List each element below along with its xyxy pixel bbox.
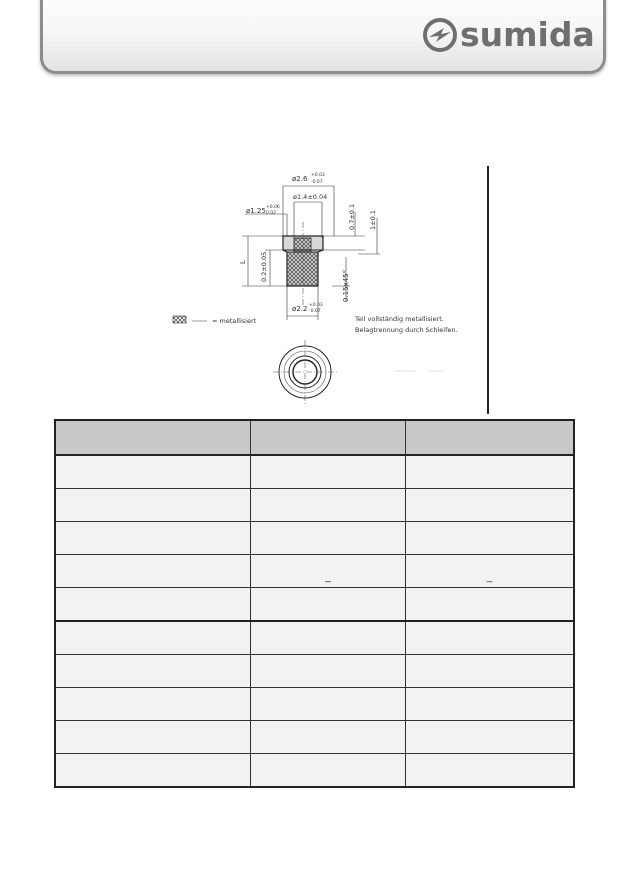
header-cell-1 xyxy=(55,420,251,455)
dim-chamfer: 0.15x45° xyxy=(342,269,350,302)
technical-drawing xyxy=(170,162,494,414)
table-row xyxy=(55,555,574,588)
dash-mark: _ xyxy=(486,572,493,583)
table-row xyxy=(55,655,574,688)
sumida-logo xyxy=(422,15,595,55)
part-top-view xyxy=(273,340,445,404)
note-line-2: Belagtrennung durch Schleifen. xyxy=(355,326,458,334)
dim-bottom-dia: ø2.2 xyxy=(292,305,308,313)
table-row xyxy=(55,754,574,788)
dim-bottom-tol-plus: +0.03 xyxy=(309,303,323,308)
brand-name: sumida xyxy=(460,15,595,54)
dim-outer-tol-plus: +0.03 xyxy=(311,173,325,178)
dash-mark: _ xyxy=(325,572,331,583)
table-row xyxy=(55,621,574,655)
table-row xyxy=(55,588,574,622)
spec-table xyxy=(54,419,575,788)
legend-swatch xyxy=(173,316,186,323)
header-cell-3 xyxy=(406,420,575,455)
table-row xyxy=(55,721,574,754)
part-cross-section xyxy=(283,222,323,307)
dim-inner-tol-minus: 0.02 xyxy=(266,211,277,216)
header-cell-2 xyxy=(251,420,406,455)
dim-bottom-tol-minus: -0.07 xyxy=(309,309,321,314)
dim-base: 0.2±0.05 xyxy=(260,251,268,282)
dim-inner-tol-plus: +0.06 xyxy=(266,205,280,210)
dim-outer-dia: ø2.6 xyxy=(292,175,308,183)
dim-outer-tol-minus: -0.07 xyxy=(311,180,323,185)
table-row xyxy=(55,455,574,489)
legend-text: = metallisiert xyxy=(212,317,257,325)
note-line-1: Teil vollständig metallisiert. xyxy=(355,315,444,323)
table-row xyxy=(55,489,574,522)
sumida-logo-icon xyxy=(422,17,458,53)
dim-inner-dia: ø1.25 xyxy=(246,207,266,215)
table-header-row xyxy=(55,420,574,455)
dim-length-L: L xyxy=(239,260,247,264)
table-row xyxy=(55,688,574,721)
dim-step: 1±0.1 xyxy=(369,210,377,230)
table-row xyxy=(55,522,574,555)
dim-flange-dia: ø1.4±0.04 xyxy=(293,193,328,201)
dim-flange-height: 0.7±0.1 xyxy=(348,203,356,230)
